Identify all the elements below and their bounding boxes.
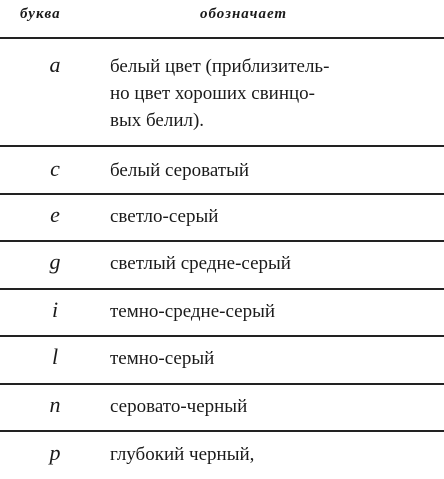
row-rule (0, 288, 444, 290)
row-description (110, 203, 430, 230)
desc-line: вых белил). (110, 110, 205, 131)
table-header (0, 0, 444, 37)
desc-line: светлый средне-серый (110, 253, 291, 274)
row-description (110, 298, 430, 325)
row-description (110, 53, 430, 134)
desc-line: темно-средне-серый (110, 301, 275, 322)
row-rule (0, 430, 444, 432)
desc-line: белый сероватый (110, 160, 250, 181)
row-letter: c (50, 156, 60, 181)
desc-line: глубокий черный, (110, 444, 255, 465)
row-rule (0, 240, 444, 242)
row-letter: i (51, 297, 59, 322)
row-description (110, 441, 430, 468)
row-description (110, 250, 430, 277)
row-description (110, 345, 430, 372)
row-description (110, 157, 430, 184)
header-meaning: обозначает (200, 6, 288, 22)
row-rule (0, 193, 444, 195)
desc-line: светло-серый (110, 206, 219, 227)
desc-line: белый цвет (приблизитель- (110, 56, 330, 77)
row-letter: e (50, 202, 60, 227)
header-letter: буква (20, 6, 61, 22)
desc-line: но цвет хороших свинцо- (110, 83, 315, 104)
row-letter: a (49, 52, 61, 77)
desc-line: серовато-черный (110, 396, 248, 417)
row-rule (0, 383, 444, 385)
row-letter: n (49, 392, 61, 417)
row-letter: p (49, 440, 61, 465)
row-rule (0, 335, 444, 337)
header-rule (0, 37, 444, 39)
row-letter: g (49, 249, 61, 274)
desc-line: темно-серый (110, 348, 215, 369)
row-letter: l (51, 344, 59, 369)
row-description (110, 393, 430, 420)
row-rule (0, 145, 444, 147)
